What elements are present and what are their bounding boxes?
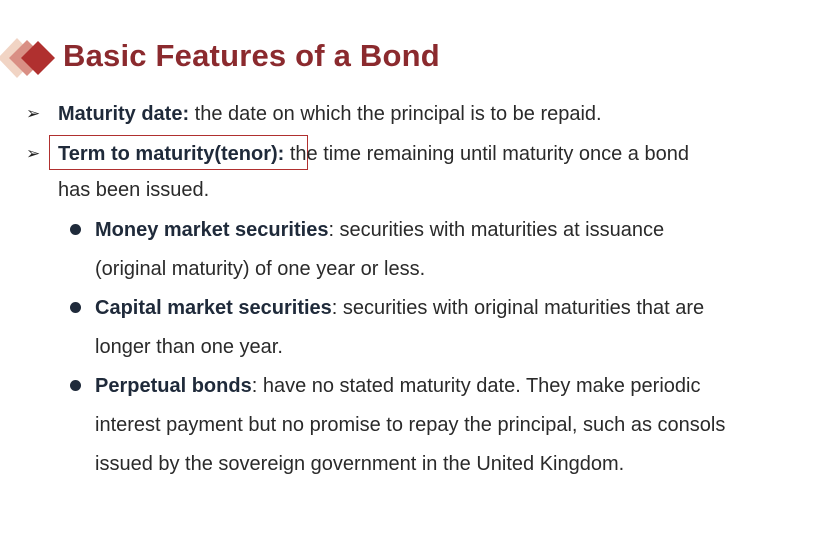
sub-bullet-text: : have no stated maturity date. They make periodic <box>251 375 701 397</box>
arrow-bullet-icon: ➢ <box>26 104 41 123</box>
title-row <box>0 36 824 80</box>
bullet-term-to-maturity <box>58 142 689 166</box>
sub-bullet-capital-market <box>95 296 704 320</box>
dot-bullet-icon <box>70 380 81 391</box>
sub-bullet-term: Capital market securities <box>95 297 332 319</box>
dot-bullet-icon <box>70 302 81 313</box>
bullet-term: Maturity date: <box>58 103 190 125</box>
sub-bullet-text: : securities with maturities at issuance <box>328 219 665 241</box>
sub-bullet-perpetual-bonds <box>95 374 700 398</box>
sub-bullet-text-continued: interest payment but no promise to repay the principal, such as consols <box>95 414 726 436</box>
dot-bullet-icon <box>70 224 81 235</box>
sub-bullet-term: Perpetual bonds <box>95 375 252 397</box>
bullet-maturity-date <box>58 102 602 126</box>
sub-bullet-money-market <box>95 218 664 242</box>
arrow-bullet-icon: ➢ <box>26 144 41 163</box>
page-title: Basic Features of a Bond <box>63 38 440 73</box>
diamond-icon <box>0 36 60 80</box>
sub-bullet-text-continued: issued by the sovereign government in the United Kingdom. <box>95 453 625 475</box>
sub-bullet-text-continued: (original maturity) of one year or less. <box>95 258 426 280</box>
bullet-text: the date on which the principal is to be repaid. <box>189 103 602 125</box>
sub-bullet-term: Money market securities <box>95 219 329 241</box>
sub-bullet-text-continued: longer than one year. <box>95 336 283 358</box>
bullet-text-continued: has been issued. <box>58 179 210 201</box>
sub-bullet-text: : securities with original maturities that are <box>331 297 705 319</box>
bullet-text: the time remaining until maturity once a bond <box>284 143 689 165</box>
bullet-term: Term to maturity(tenor): <box>58 143 285 165</box>
